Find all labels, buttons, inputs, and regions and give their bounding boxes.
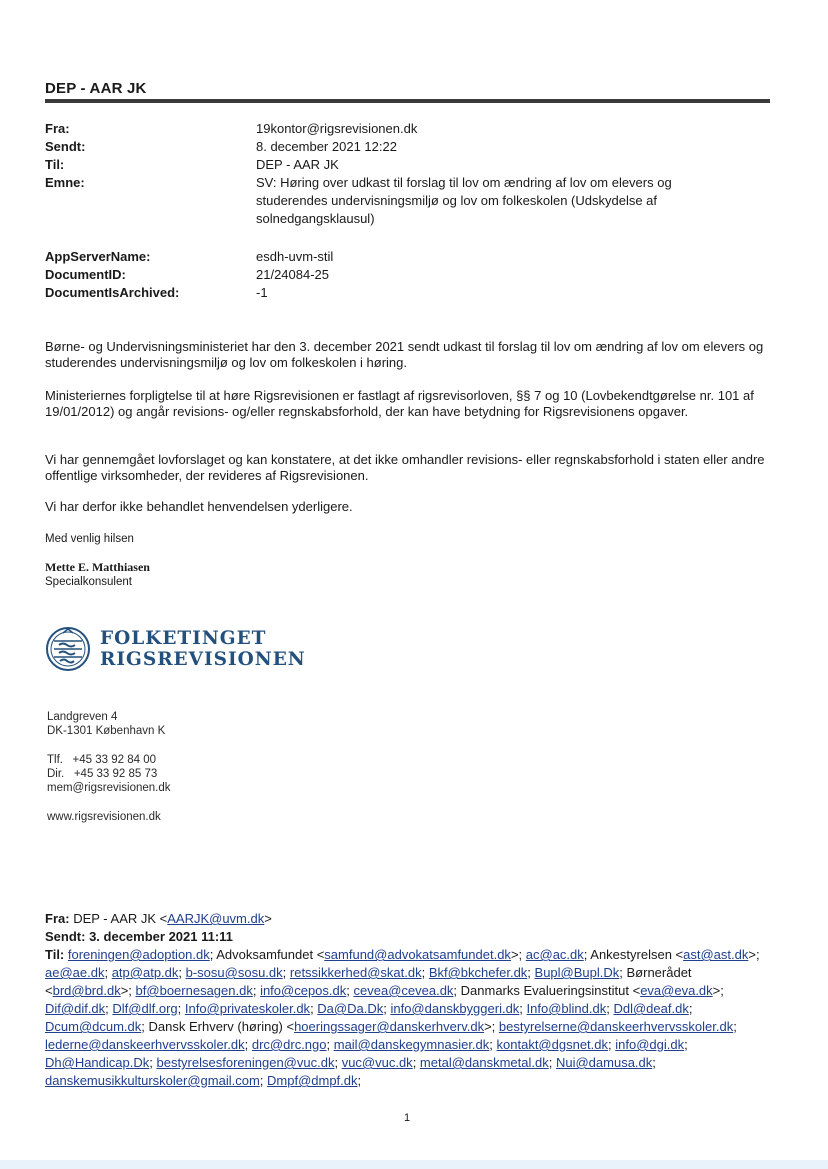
recipient-separator: ; xyxy=(346,983,354,998)
recipient-separator: ; xyxy=(519,1001,527,1016)
body-paragraph-3: Vi har gennemgået lovforslaget og kan konstatere, at det ikke omhandler revisions- eller regnskabsforhold i staten eller andre offentlige virksomheder, der revideres af Rigsrevisionen. xyxy=(45,452,765,483)
fwd-from-label: Fra: xyxy=(45,911,70,926)
recipient-email-link[interactable]: hoeringssager@danskerhverv.dk xyxy=(294,1019,485,1034)
subject-label: Emne: xyxy=(45,175,85,190)
email-metadata xyxy=(0,120,828,300)
recipient-email-link[interactable]: samfund@advokatsamfundet.dk xyxy=(324,947,511,962)
from-value: 19kontor@rigsrevisionen.dk xyxy=(256,121,418,136)
recipient-separator: >; xyxy=(484,1019,499,1034)
recipient-email-link[interactable]: Bkf@bkchefer.dk xyxy=(428,965,528,980)
recipient-separator: ; xyxy=(149,1055,157,1070)
fwd-sent-label: Sendt: xyxy=(45,929,86,944)
recipient-separator: ; xyxy=(606,1001,614,1016)
recipient-separator: ; xyxy=(178,965,186,980)
recipient-separator: ; xyxy=(684,1037,688,1052)
recipient-email-link[interactable]: bestyrelserne@danskeerhvervsskoler.dk xyxy=(498,1019,734,1034)
recipient-email-link[interactable]: Info@privateskoler.dk xyxy=(184,1001,311,1016)
recipient-email-link[interactable]: retssikkerhed@skat.dk xyxy=(289,965,422,980)
forwarded-recipients xyxy=(45,946,775,1090)
rigsrevisionen-logo xyxy=(45,624,306,674)
recipient-email-link[interactable]: Dcum@dcum.dk xyxy=(45,1019,142,1034)
signature-title: Specialkonsulent xyxy=(45,576,132,588)
recipient-email-link[interactable]: Bupl@Bupl.Dk xyxy=(534,965,620,980)
to-label: Til: xyxy=(45,157,65,172)
recipient-email-link[interactable]: ast@ast.dk xyxy=(683,947,749,962)
fwd-from-end: > xyxy=(264,911,272,926)
fwd-to-label: Til: xyxy=(45,947,65,962)
recipient-separator: ; xyxy=(412,1055,420,1070)
body-paragraph-4: Vi har derfor ikke behandlet henvendelsen yderligere. xyxy=(45,499,353,514)
recipient-separator: ; Danmarks Evalueringsinstitut < xyxy=(453,983,641,998)
phone-main: Tlf. +45 33 92 84 00 xyxy=(47,754,157,766)
recipient-separator: ; xyxy=(105,1001,113,1016)
recipient-separator: ; Advoksamfundet < xyxy=(209,947,325,962)
recipient-email-link[interactable]: vuc@vuc.dk xyxy=(341,1055,413,1070)
recipient-email-link[interactable]: drc@drc.ngo xyxy=(251,1037,327,1052)
recipient-separator: ; Børnerådet < xyxy=(45,965,692,998)
recipient-email-link[interactable]: kontakt@dgsnet.dk xyxy=(496,1037,608,1052)
recipient-separator: ; xyxy=(326,1037,334,1052)
recipient-separator: ; xyxy=(244,1037,252,1052)
recipient-email-link[interactable]: ae@ae.dk xyxy=(45,965,105,980)
to-value: DEP - AAR JK xyxy=(256,157,339,172)
recipient-email-link[interactable]: Nui@damusa.dk xyxy=(555,1055,653,1070)
recipient-separator: ; xyxy=(652,1055,656,1070)
sent-value: 8. december 2021 12:22 xyxy=(256,139,397,154)
bottom-scan-edge xyxy=(0,1160,828,1169)
header-rule xyxy=(45,99,770,103)
recipient-email-link[interactable]: Ddl@deaf.dk xyxy=(613,1001,689,1016)
recipient-separator: ; xyxy=(489,1037,497,1052)
body-paragraph-2: Ministeriernes forpligtelse til at høre Rigsrevisionen er fastlagt af rigsrevisorloven, §§ 7 og 10 (Lovbekendtgørelse nr. 101 af 19/01/2012) og angår revisions- og/eller regnskabsforhold, der kan have betydning for Rigsrevisionens opgaver. xyxy=(45,388,754,419)
recipient-separator: ; xyxy=(733,1019,737,1034)
recipient-email-link[interactable]: Dh@Handicap.Dk xyxy=(45,1055,150,1070)
recipient-separator: ; xyxy=(527,965,535,980)
forwarded-from xyxy=(45,910,775,928)
documentid-value: 21/24084-25 xyxy=(256,267,330,282)
address-city: DK-1301 København K xyxy=(47,725,166,737)
recipient-email-link[interactable]: brd@brd.dk xyxy=(52,983,121,998)
fwd-from-name: DEP - AAR JK < xyxy=(73,911,168,926)
appserver-label: AppServerName: xyxy=(45,249,151,264)
body-paragraph-1: Børne- og Undervisningsministeriet har den 3. december 2021 sendt udkast til forslag til lov om ændring af lov om elevers og studerendes undervisningsmiljø og lov om folkeskolen i høring. xyxy=(45,339,764,370)
subject-value: SV: Høring over udkast til forslag til lov om ændring af lov om elevers og studerendes undervisningsmiljø og lov om folkeskolen (Udskydelse af solnedgangsklausul) xyxy=(256,175,672,226)
recipient-separator: ; xyxy=(608,1037,616,1052)
sent-label: Sendt: xyxy=(45,139,86,154)
recipient-separator: ; xyxy=(688,1001,693,1016)
recipient-separator: ; xyxy=(421,965,429,980)
recipient-separator: ; xyxy=(383,1001,391,1016)
forwarded-sent xyxy=(45,928,775,946)
recipient-email-link[interactable]: ac@ac.dk xyxy=(525,947,584,962)
document-header-title: DEP - AAR JK xyxy=(45,80,147,97)
recipient-email-link[interactable]: Dmpf@dmpf.dk xyxy=(267,1073,358,1088)
recipient-email-link[interactable]: Info@blind.dk xyxy=(526,1001,607,1016)
coat-of-arms-icon xyxy=(45,625,91,673)
logo-line-2: RIGSREVISIONEN xyxy=(100,649,306,670)
recipient-separator: >; xyxy=(120,983,136,998)
recipient-email-link[interactable]: atp@atp.dk xyxy=(111,965,179,980)
recipient-email-link[interactable]: mail@danskegymnasier.dk xyxy=(333,1037,490,1052)
recipient-email-link[interactable]: bf@boernesagen.dk xyxy=(135,983,253,998)
recipient-separator: ; xyxy=(310,1001,318,1016)
recipient-separator: ; Ankestyrelsen < xyxy=(583,947,684,962)
recipient-email-link[interactable]: Dlf@dlf.org xyxy=(112,1001,178,1016)
recipient-email-link[interactable]: danskemusikkulturskoler@gmail.com xyxy=(45,1073,260,1088)
documentid-label: DocumentID: xyxy=(45,267,126,282)
recipient-email-link[interactable]: b-sosu@sosu.dk xyxy=(185,965,283,980)
page-number: 1 xyxy=(404,1112,411,1124)
recipient-email-link[interactable]: foreningen@adoption.dk xyxy=(67,947,210,962)
recipient-separator: >; xyxy=(748,947,760,962)
recipient-email-link[interactable]: lederne@danskeerhvervsskoler.dk xyxy=(45,1037,245,1052)
recipient-email-link[interactable]: info@dgi.dk xyxy=(615,1037,685,1052)
phone-direct: Dir. +45 33 92 85 73 xyxy=(47,768,158,780)
recipient-email-link[interactable]: cevea@cevea.dk xyxy=(353,983,454,998)
signature-name: Mette E. Matthiasen xyxy=(45,560,150,574)
fwd-from-email-link[interactable]: AARJK@uvm.dk xyxy=(167,911,265,926)
contact-email: mem@rigsrevisionen.dk xyxy=(47,782,171,794)
recipient-separator: ; xyxy=(357,1073,362,1088)
recipient-separator: ; xyxy=(177,1001,185,1016)
recipient-separator: ; xyxy=(282,965,290,980)
fwd-sent-value: 3. december 2021 11:11 xyxy=(89,929,233,944)
recipient-separator: ; xyxy=(259,1073,268,1088)
recipient-email-link[interactable]: eva@eva.dk xyxy=(640,983,713,998)
recipient-email-link[interactable]: Dif@dif.dk xyxy=(45,1001,106,1016)
website: www.rigsrevisionen.dk xyxy=(47,811,161,823)
greeting: Med venlig hilsen xyxy=(45,533,134,545)
recipient-email-link[interactable]: bestyrelsesforeningen@vuc.dk xyxy=(156,1055,335,1070)
recipient-email-link[interactable]: metal@danskmetal.dk xyxy=(419,1055,549,1070)
recipient-separator: ; xyxy=(548,1055,556,1070)
recipient-separator: ; xyxy=(104,965,112,980)
recipient-separator: ; xyxy=(252,983,261,998)
address-street: Landgreven 4 xyxy=(47,711,118,723)
recipient-separator: ; Dansk Erhverv (høring) < xyxy=(141,1019,295,1034)
recipient-email-link[interactable]: info@cepos.dk xyxy=(260,983,347,998)
recipient-separator: >; xyxy=(712,983,724,998)
recipient-email-link[interactable]: Da@Da.Dk xyxy=(317,1001,384,1016)
archived-value: -1 xyxy=(256,285,268,300)
recipient-separator: ; xyxy=(334,1055,342,1070)
recipient-separator: >; xyxy=(510,947,526,962)
appserver-value: esdh-uvm-stil xyxy=(256,249,334,264)
archived-label: DocumentIsArchived: xyxy=(45,285,180,300)
recipient-email-link[interactable]: info@danskbyggeri.dk xyxy=(390,1001,520,1016)
from-label: Fra: xyxy=(45,121,70,136)
logo-line-1: FOLKETINGET xyxy=(100,628,267,649)
